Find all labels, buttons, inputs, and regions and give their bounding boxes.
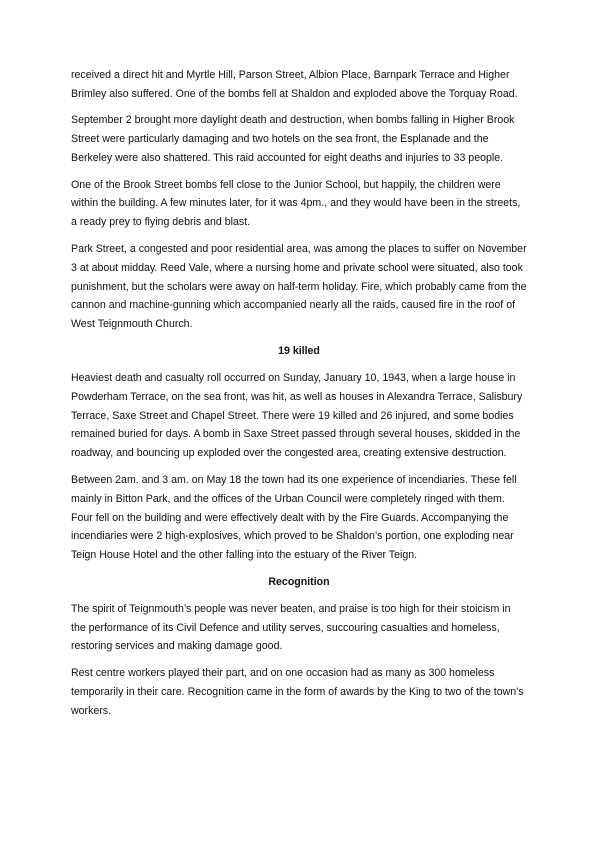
paragraph: Rest centre workers played their part, and on one occasion had as many as 300 homeless temporarily in their care. Recognition came in the form of awards by the King to two of the town’s workers. [71, 666, 524, 717]
document-body [71, 66, 527, 728]
paragraph: Park Street, a congested and poor residential area, was among the places to suffer on November 3 at about midday. Reed Vale, where a nursing home and private school were situated, also took punishment, but the scholars were away on half-term holiday. Fire, which probably came from the cannon and machine-gunning which accompanied nearly all the raids, caused fire in the roof of West Teignmouth Church. [71, 242, 527, 331]
paragraph: One of the Brook Street bombs fell close to the Junior School, but happily, the children were within the building. A few minutes later, for it was 4pm., and they would have been in the streets, a ready prey to flying debris and blast. [71, 178, 521, 229]
paragraph: Heaviest death and casualty roll occurred on Sunday, January 10, 1943, when a large house in Powderham Terrace, on the sea front, was hit, as well as houses in Alexandra Terrace, Salisbury Terrace, Saxe Street and Chapel Street. There were 19 killed and 26 injured, and some bodies remained buried for days. A bomb in Saxe Street passed through several houses, skidded in the roadway, and bouncing up exploded over the congested area, creating extensive destruction. [71, 371, 523, 460]
paragraph: Between 2am. and 3 am. on May 18 the town had its one experience of incendiaries. These fell mainly in Bitton Park, and the offices of the Urban Council were completely ringed with them. Four fell on the building and were effectively dealt with by the Fire Guards. Accompanying the incendiaries were 2 high-explosives, which proved to be Shaldon’s portion, one exploding near Teign House Hotel and the other falling into the estuary of the River Teign. [71, 473, 517, 562]
paragraph: received a direct hit and Myrtle Hill, Parson Street, Albion Place, Barnpark Terrace and Higher Brimley also suffered. One of the bombs fell at Shaldon and exploded above the Torquay Road. [71, 69, 518, 100]
section-heading: Recognition [268, 575, 330, 588]
paragraph: The spirit of Teignmouth’s people was never beaten, and praise is too high for their stoicism in the performance of its Civil Defence and utility serves, succouring casualties and homeless, restoring services and making damage good. [71, 602, 511, 653]
section-heading: 19 killed [278, 344, 320, 357]
paragraph: September 2 brought more daylight death and destruction, when bombs falling in Higher Brook Street were particularly damaging and two hotels on the sea front, the Esplanade and the Berkeley were also shattered. This raid accounted for eight deaths and injuries to 33 people. [71, 114, 515, 165]
